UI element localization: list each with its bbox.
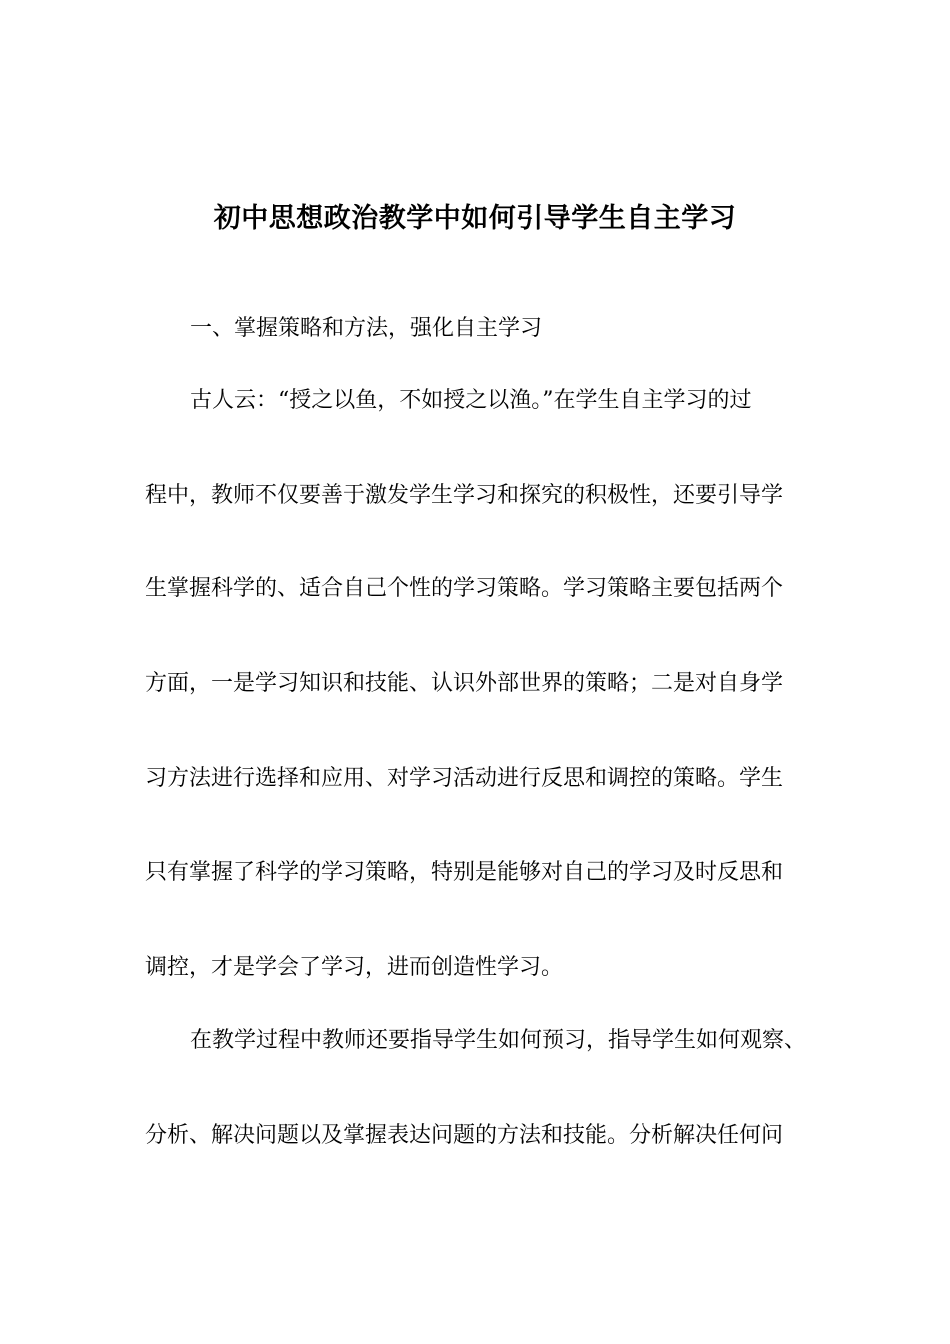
paragraph-line: 只有掌握了科学的学习策略，特别是能够对自己的学习及时反思和 — [145, 860, 784, 885]
paragraph-line: 程中，教师不仅要善于激发学生学习和探究的积极性，还要引导学 — [145, 483, 784, 508]
paragraph-line: 调控，才是学会了学习，进而创造性学习。 — [145, 955, 564, 980]
paragraph-line: 方面，一是学习知识和技能、认识外部世界的策略；二是对自身学 — [145, 671, 784, 696]
section-heading: 一、掌握策略和方法，强化自主学习 — [190, 316, 543, 341]
paragraph-line: 在教学过程中教师还要指导学生如何预习，指导学生如何观察、 — [190, 1028, 807, 1053]
paragraph-line: 生掌握科学的、适合自己个性的学习策略。学习策略主要包括两个 — [145, 576, 784, 601]
paragraph-line: 习方法进行选择和应用、对学习活动进行反思和调控的策略。学生 — [145, 766, 784, 791]
paragraph-line: 分析、解决问题以及掌握表达问题的方法和技能。分析解决任何问 — [145, 1123, 784, 1148]
paragraph-line: 古人云：“授之以鱼，不如授之以渔。”在学生自主学习的过 — [190, 388, 752, 413]
document-title: 初中思想政治教学中如何引导学生自主学习 — [213, 203, 737, 234]
